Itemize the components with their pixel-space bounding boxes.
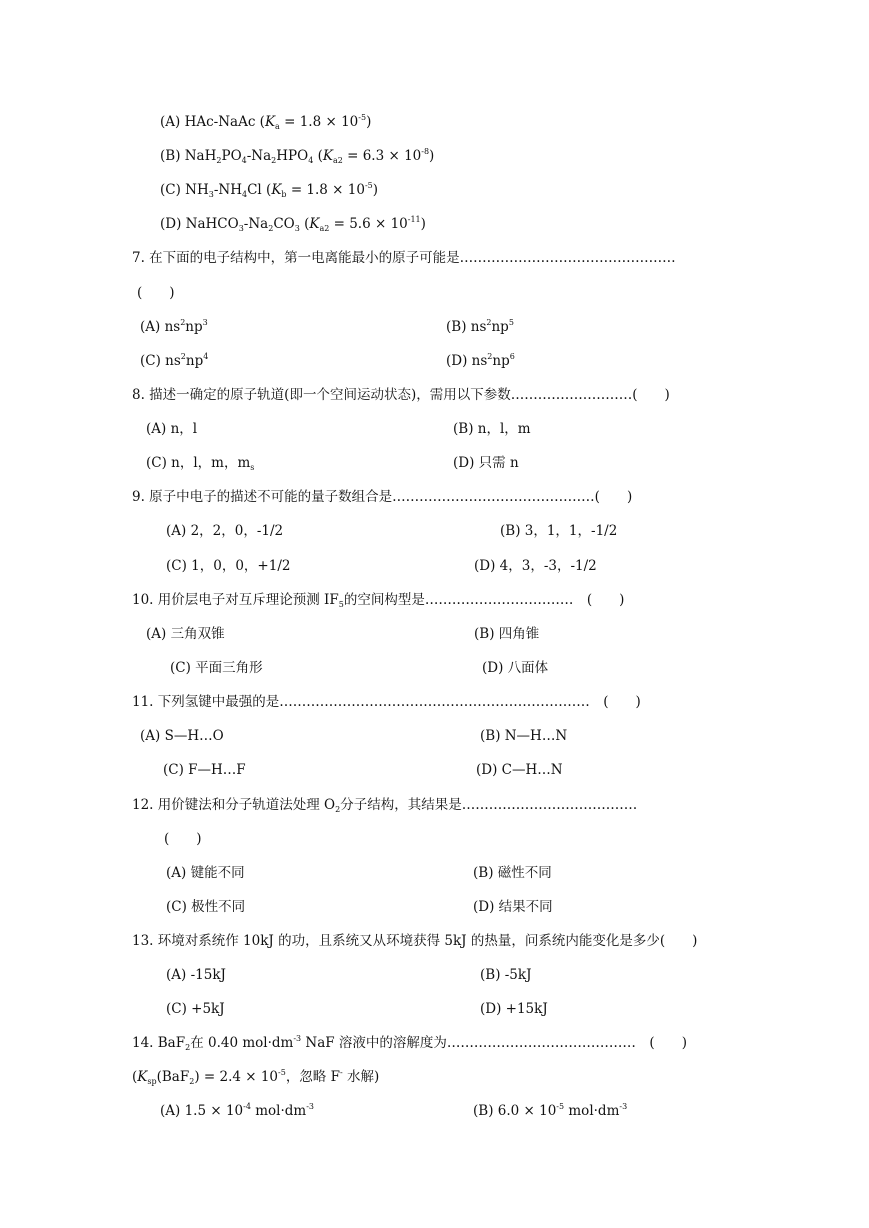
q11-option-b: (B) N—H…N xyxy=(480,728,568,744)
q11-option-c: (C) F—H…F xyxy=(163,762,246,778)
q10-option-d: (D) 八面体 xyxy=(482,660,549,676)
q8-option-a: (A) n，l xyxy=(146,421,198,437)
q6-option-d: (D) $NaHCO_3-Na_2CO_3$ $(K_{a2} = 5.6 \times 10^{-11})$ xyxy=(160,215,426,233)
q11-option-d: (D) C—H…N xyxy=(476,762,563,778)
q11-stem: 11. 下列氢键中最强的是…………………………………………………………… ( ) xyxy=(132,694,641,710)
q12-stem: 12. 用价键法和分子轨道法处理 $O_2$分子结构，其结果是………………………………… xyxy=(132,797,638,814)
q6-option-a: (A) HAc-NaAc $(K_a = 1.8 \times 10^{-5})$ xyxy=(160,113,372,131)
q7-answer-paren: ( ) xyxy=(137,285,175,301)
q13-option-c: (C) +5kJ xyxy=(166,1001,225,1017)
q11-option-a: (A) S—H…O xyxy=(140,728,224,744)
q7-option-d: (D) $ns^2np^6$ xyxy=(446,352,515,369)
q12-option-a: (A) 键能不同 xyxy=(166,865,245,881)
q14-condition: ($K_{sp}(BaF_2) = 2.4 \times 10^{-5}$，忽略 F- 水解) xyxy=(132,1068,380,1086)
q8-option-d: (D) 只需 n xyxy=(453,455,519,471)
q13-option-b: (B) -5kJ xyxy=(480,967,532,983)
q9-stem: 9. 原子中电子的描述不可能的量子数组合是………………………………………( ) xyxy=(132,489,633,505)
q10-stem: 10. 用价层电子对互斥理论预测 $IF_5$的空间构型是…………………………… ( ) xyxy=(132,592,625,609)
q9-option-c: (C) 1，0，0，+1/2 xyxy=(166,558,291,574)
q6-option-b: (B) $NaH_2PO_4-Na_2HPO_4$ $(K_{a2} = 6.3 \times 10^{-8})$ xyxy=(160,147,435,165)
q13-option-a: (A) -15kJ xyxy=(166,967,226,983)
q8-option-c: (C) n，l，m，$m_s$ xyxy=(146,455,255,472)
q13-option-d: (D) +15kJ xyxy=(480,1001,548,1017)
q9-option-d: (D) 4，3，-3，-1/2 xyxy=(474,558,597,574)
q6-option-c: (C) $NH_3-NH_4Cl$ $(K_b = 1.8 \times 10^{-5})$ xyxy=(160,181,379,199)
q10-option-c: (C) 平面三角形 xyxy=(170,660,263,676)
q14-option-b: (B) $6.0 \times 10^{-5}$ $mol\cdot dm^{-3}$ xyxy=(473,1102,628,1119)
q10-option-b: (B) 四角锥 xyxy=(474,626,540,642)
q12-answer-paren: ( ) xyxy=(164,831,202,847)
q7-option-c: (C) $ns^2np^4$ xyxy=(140,352,209,369)
q9-option-a: (A) 2，2，0，-1/2 xyxy=(166,523,284,539)
q12-option-b: (B) 磁性不同 xyxy=(473,865,552,881)
q9-option-b: (B) 3，1，1，-1/2 xyxy=(500,523,618,539)
q12-option-c: (C) 极性不同 xyxy=(166,899,246,915)
q7-stem: 7. 在下面的电子结构中，第一电离能最小的原子可能是………………………………………… xyxy=(132,250,676,266)
q13-stem: 13. 环境对系统作 10kJ 的功，且系统又从环境获得 5kJ 的热量，问系统内能变化是多少( ) xyxy=(132,933,698,949)
q7-option-a: (A) $ns^2np^3$ xyxy=(140,318,208,335)
q7-option-b: (B) $ns^2np^5$ xyxy=(446,318,514,335)
q8-stem: 8. 描述一确定的原子轨道(即一个空间运动状态)，需用以下参数………………………( ) xyxy=(132,387,670,403)
q12-option-d: (D) 结果不同 xyxy=(473,899,553,915)
q10-option-a: (A) 三角双锥 xyxy=(146,626,225,642)
q14-option-a: (A) $1.5 \times 10^{-4}$ $mol\cdot dm^{-3}$ xyxy=(160,1102,314,1119)
q8-option-b: (B) n，l，m xyxy=(453,421,531,437)
q14-stem: 14. BaF$_2$在 0.40 $mol\cdot dm^{-3}$ NaF 溶液中的溶解度为…………………………………… ( ) xyxy=(132,1034,687,1052)
